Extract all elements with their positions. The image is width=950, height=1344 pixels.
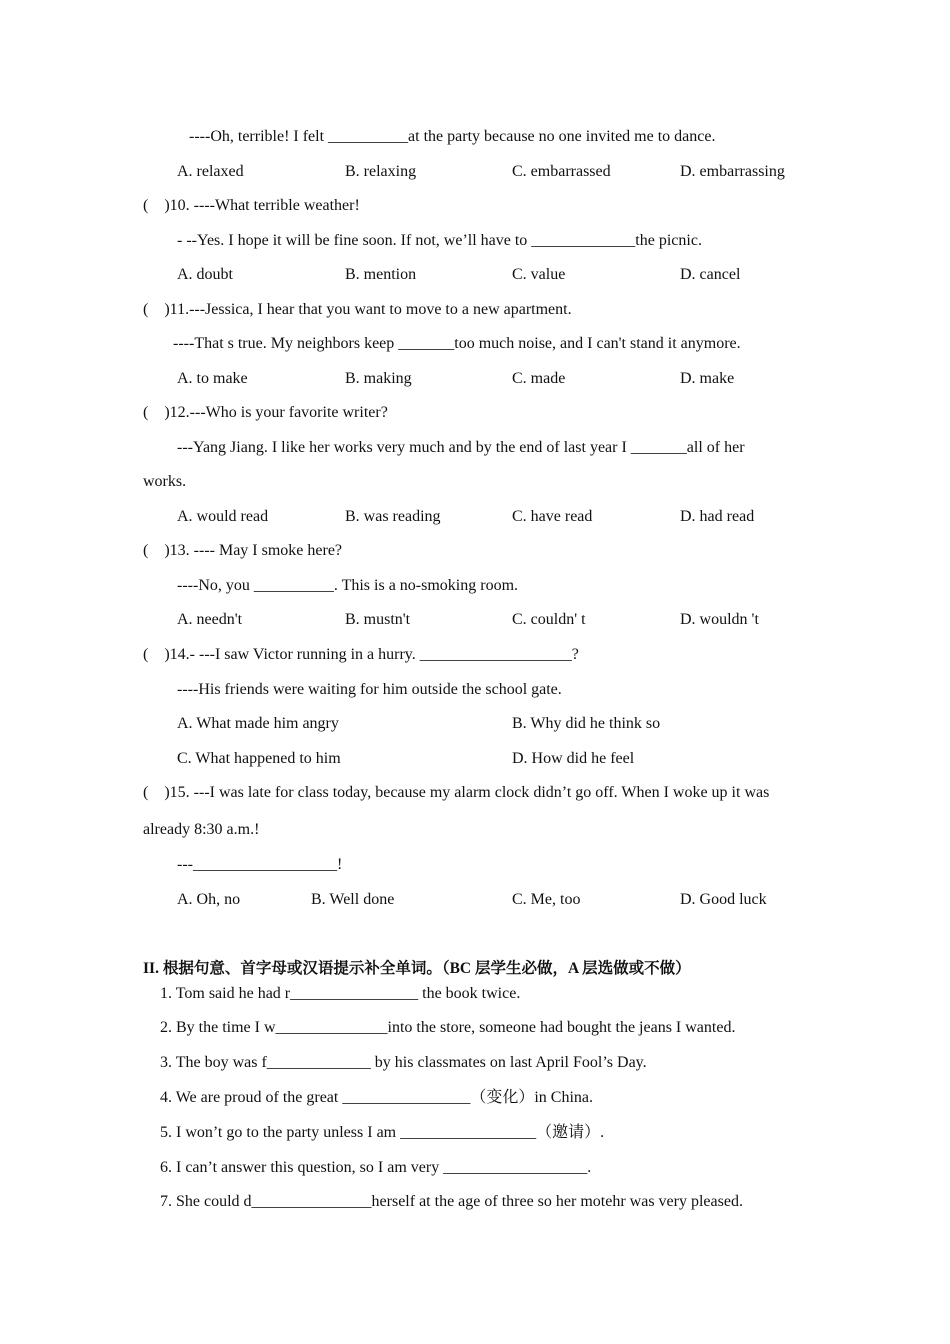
q15-option-c: C. Me, too: [512, 891, 581, 908]
q9-option-d: D. embarrassing: [680, 163, 785, 180]
q13-option-d: D. wouldn 't: [680, 611, 759, 628]
q12-reply-continued: works.: [143, 473, 187, 490]
q10-stem: ( )10. ----What terrible weather!: [143, 197, 360, 214]
q12-option-c: C. have read: [512, 508, 593, 525]
q13-reply: ----No, you __________. This is a no-smoking room.: [177, 577, 519, 594]
q10-option-c: C. value: [512, 266, 566, 283]
q12-reply: ---Yang Jiang. I like her works very much and by the end of last year I _______all of her: [177, 439, 745, 456]
q14-reply: ----His friends were waiting for him outside the school gate.: [177, 681, 562, 698]
section-2-item-6: 6. I can’t answer this question, so I am very __________________.: [160, 1159, 592, 1176]
q15-stem-continued: already 8:30 a.m.!: [143, 821, 260, 838]
q12-option-a: A. would read: [177, 508, 269, 525]
q14-option-a: A. What made him angry: [177, 715, 339, 732]
q15-stem: ( )15. ---I was late for class today, because my alarm clock didn’t go off. When I woke up it was: [143, 784, 770, 801]
q11-option-d: D. make: [680, 370, 735, 387]
q9-option-a: A. relaxed: [177, 163, 244, 180]
section-2-item-5: 5. I won’t go to the party unless I am _________________（邀请）.: [160, 1124, 605, 1141]
q9-option-c: C. embarrassed: [512, 163, 611, 180]
section-2-item-3: 3. The boy was f_____________ by his classmates on last April Fool’s Day.: [160, 1054, 647, 1071]
q15-reply: ---__________________!: [177, 856, 343, 873]
section-2-heading: II. 根据句意、首字母或汉语提示补全单词。（BC 层学生必做，A 层选做或不做）: [143, 960, 691, 977]
section-2-item-1: 1. Tom said he had r________________ the book twice.: [160, 985, 521, 1002]
q14-option-c: C. What happened to him: [177, 750, 341, 767]
q11-reply: ----That s true. My neighbors keep _______too much noise, and I can't stand it anymore.: [173, 335, 741, 352]
q14-stem: ( )14.- ---I saw Victor running in a hurry. ___________________?: [143, 646, 579, 663]
q11-option-c: C. made: [512, 370, 566, 387]
q15-option-a: A. Oh, no: [177, 891, 241, 908]
q12-option-d: D. had read: [680, 508, 755, 525]
q15-option-b: B. Well done: [311, 891, 395, 908]
q9-prompt: ----Oh, terrible! I felt __________at the party because no one invited me to dance.: [189, 128, 716, 145]
q9-option-b: B. relaxing: [345, 163, 417, 180]
q13-option-a: A. needn't: [177, 611, 243, 628]
q15-option-d: D. Good luck: [680, 891, 767, 908]
q11-option-b: B. making: [345, 370, 412, 387]
q10-option-a: A. doubt: [177, 266, 233, 283]
section-2-item-2: 2. By the time I w______________into the store, someone had bought the jeans I wanted.: [160, 1019, 736, 1036]
q14-option-b: B. Why did he think so: [512, 715, 661, 732]
section-2-item-4: 4. We are proud of the great ________________（变化）in China.: [160, 1089, 594, 1106]
q10-reply: - --Yes. I hope it will be fine soon. If not, we’ll have to _____________the picnic.: [177, 232, 702, 249]
q13-option-c: C. couldn' t: [512, 611, 586, 628]
q12-stem: ( )12.---Who is your favorite writer?: [143, 404, 388, 421]
q14-option-d: D. How did he feel: [512, 750, 635, 767]
q10-option-d: D. cancel: [680, 266, 741, 283]
section-2-item-7: 7. She could d_______________herself at the age of three so her motehr was very pleased.: [160, 1193, 743, 1210]
q11-stem: ( )11.---Jessica, I hear that you want to move to a new apartment.: [143, 301, 572, 318]
q13-stem: ( )13. ---- May I smoke here?: [143, 542, 343, 559]
q12-option-b: B. was reading: [345, 508, 441, 525]
q10-option-b: B. mention: [345, 266, 417, 283]
q11-option-a: A. to make: [177, 370, 248, 387]
q13-option-b: B. mustn't: [345, 611, 411, 628]
